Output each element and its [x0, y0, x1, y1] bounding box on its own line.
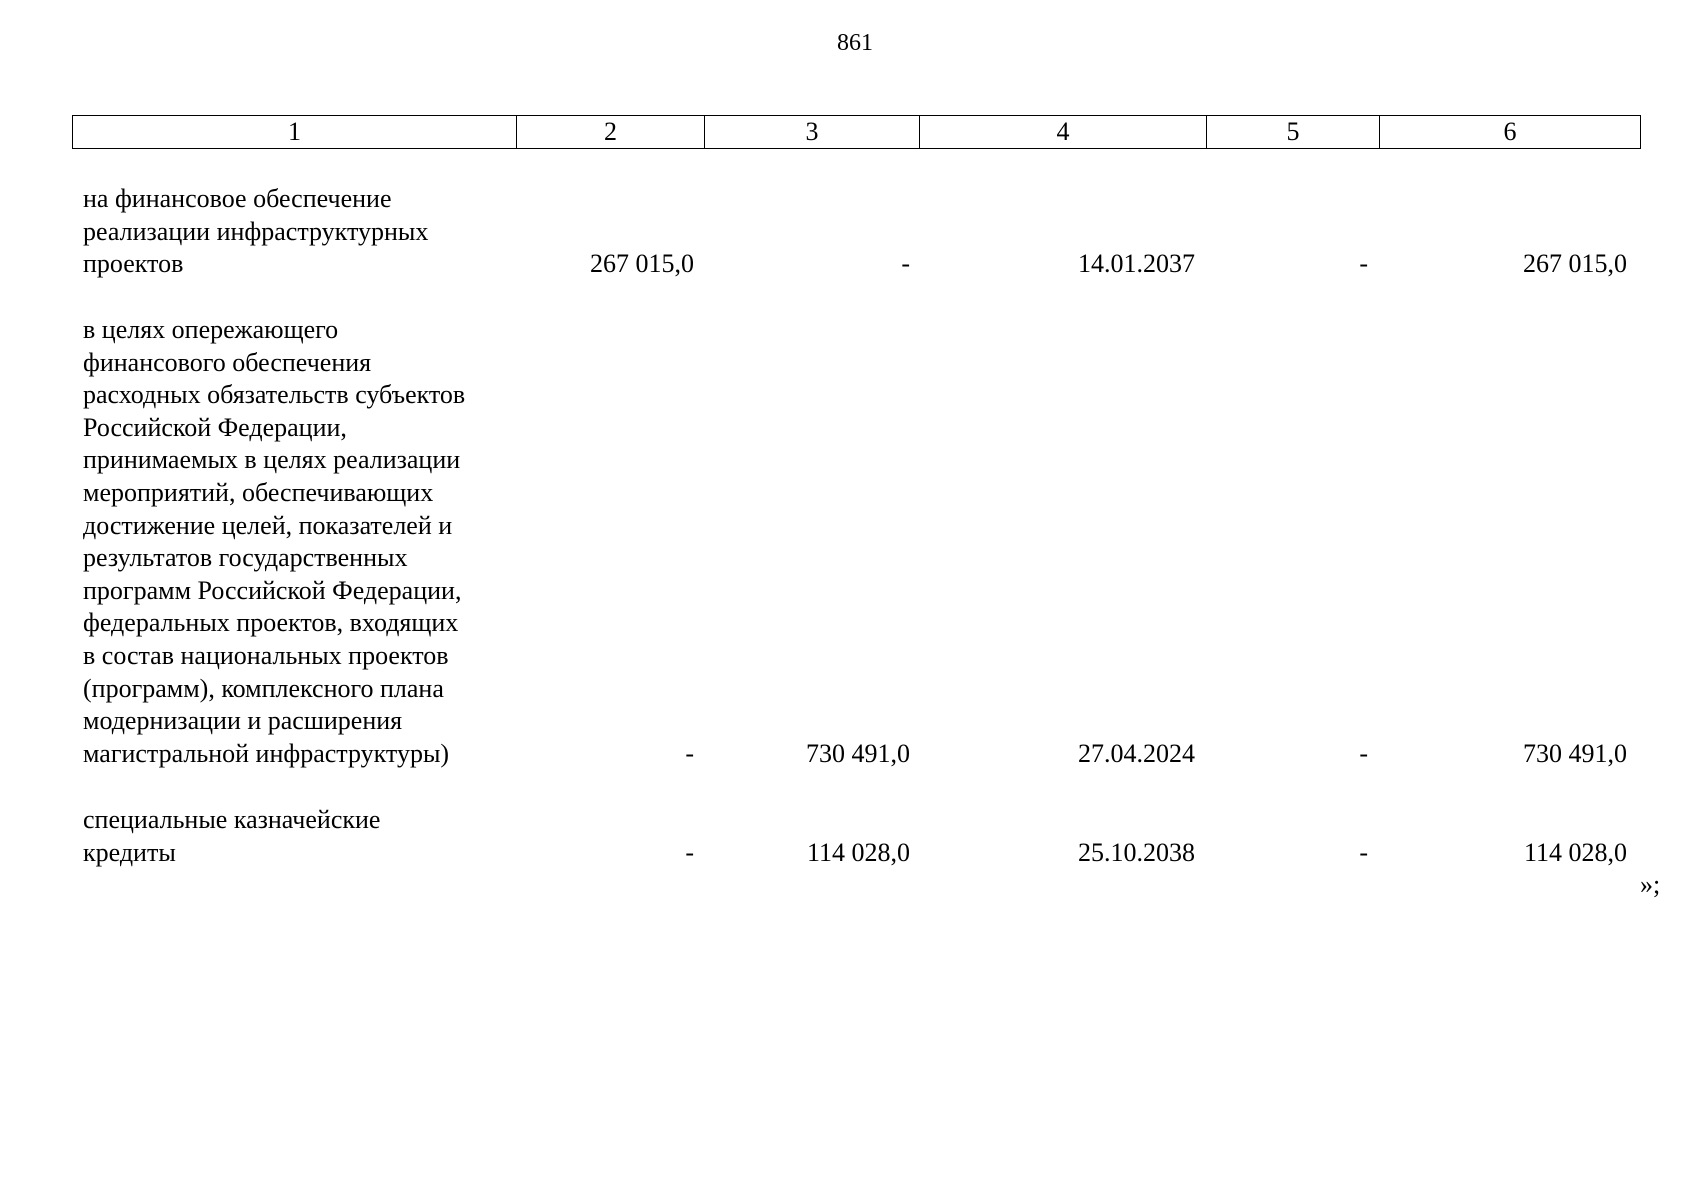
row-label-line: модернизации и расширения — [83, 706, 403, 736]
cell-col2: - — [685, 837, 694, 867]
cell-col2: - — [685, 738, 694, 768]
table-row-infrastructure-projects — [0, 183, 1698, 281]
row-label-line: в целях опережающего — [83, 315, 339, 344]
row-label-line: Российской Федерации, — [83, 412, 347, 442]
cell-col3: 730 491,0 — [806, 738, 910, 768]
page-number: 861 — [837, 30, 873, 56]
cell-col3: - — [901, 249, 910, 279]
row-label-line: принимаемых в целях реализации — [83, 445, 461, 475]
row-label-line: расходных обязательств субъектов — [83, 380, 466, 410]
cell-col5: - — [1359, 249, 1368, 279]
row-label-line: специальные казначейские — [83, 805, 381, 834]
column-number-header — [72, 115, 1641, 149]
row-label-line: реализации инфраструктурных — [83, 216, 429, 246]
table-row-advance-financing — [0, 314, 1698, 774]
row-label-line: федеральных проектов, входящих — [83, 608, 459, 638]
cell-col3: 114 028,0 — [806, 837, 910, 867]
cell-col4: 14.01.2037 — [1078, 249, 1195, 279]
cell-col6: 267 015,0 — [1523, 249, 1627, 279]
cell-col4: 25.10.2038 — [1078, 837, 1195, 867]
cell-col6: 114 028,0 — [1523, 837, 1627, 867]
column-number-row — [73, 116, 1641, 149]
row-label — [83, 183, 523, 281]
row-label-line: (программ), комплексного плана — [83, 673, 444, 703]
row-label-line: проектов — [83, 249, 184, 279]
row-label-line: магистральной инфраструктуры) — [83, 738, 450, 768]
row-label-line: в состав национальных проектов — [83, 640, 449, 670]
cell-col2: 267 015,0 — [590, 249, 694, 279]
column-number-4: 4 — [920, 116, 1207, 149]
row-label-line: достижение целей, показателей и — [83, 510, 453, 540]
cell-col5: - — [1359, 837, 1368, 867]
column-number-2: 2 — [517, 116, 705, 149]
column-number-1: 1 — [73, 116, 517, 149]
cell-col4: 27.04.2024 — [1078, 738, 1195, 768]
row-label-line: программ Российской Федерации, — [83, 575, 462, 605]
cell-col5: - — [1359, 738, 1368, 768]
closing-quote-mark: »; — [1640, 870, 1661, 899]
row-label-line: мероприятий, обеспечивающих — [83, 477, 434, 507]
row-label-line: на финансовое обеспечение — [83, 184, 392, 213]
column-number-5: 5 — [1207, 116, 1380, 149]
row-label — [83, 314, 523, 770]
row-label-line: финансового обеспечения — [83, 347, 372, 377]
column-number-3: 3 — [705, 116, 920, 149]
row-label — [83, 804, 523, 869]
row-label-line: результатов государственных — [83, 543, 408, 573]
cell-col6: 730 491,0 — [1523, 738, 1627, 768]
column-number-6: 6 — [1380, 116, 1641, 149]
table-row-treasury-credits — [0, 804, 1698, 870]
row-label-line: кредиты — [83, 837, 176, 867]
